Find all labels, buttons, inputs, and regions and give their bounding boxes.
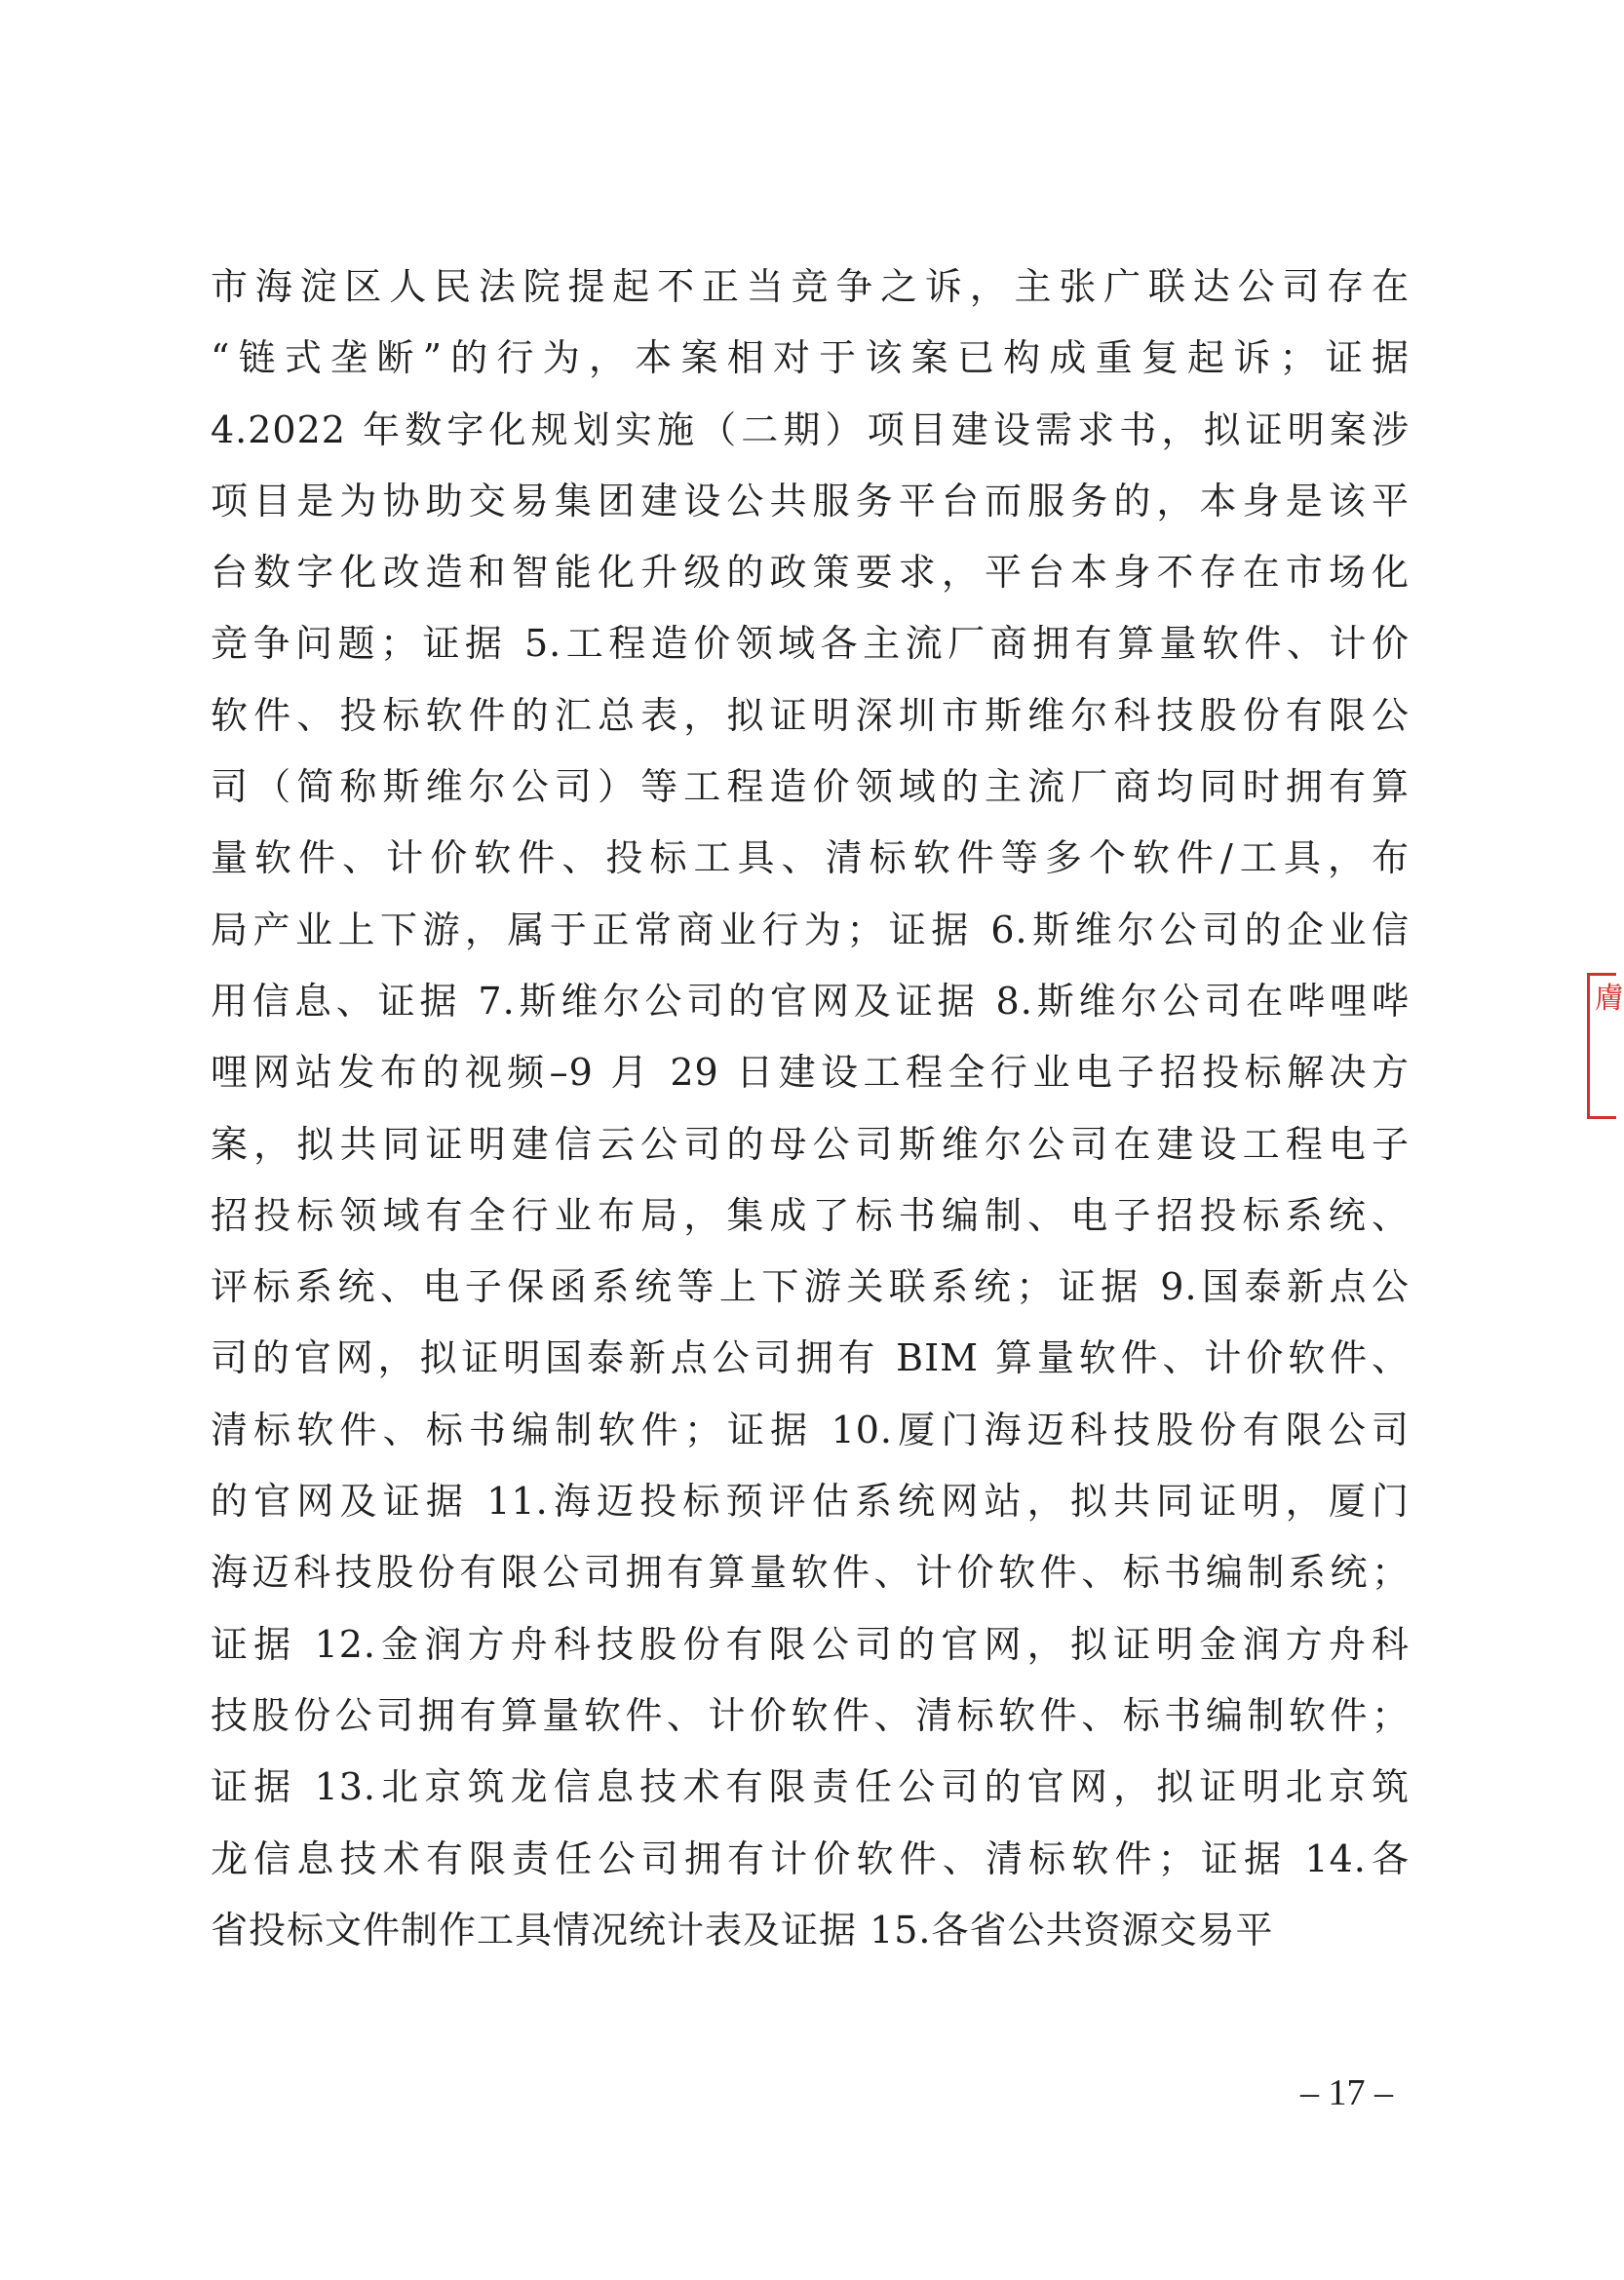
text-line: 项目是为协助交易集团建设公共服务平台而服务的，本身是该平	[211, 479, 1410, 522]
text-line: 4.2022 年数字化规划实施（二期）项目建设需求书，拟证明案涉	[211, 407, 1410, 451]
text-line: 招投标领域有全行业布局，集成了标书编制、电子招投标系统、	[211, 1193, 1410, 1237]
text-line: 台数字化改造和智能化升级的政策要求，平台本身不存在市场化	[211, 551, 1410, 595]
text-line: 司（简称斯维尔公司）等工程造价领域的主流厂商均同时拥有算	[211, 765, 1410, 809]
text-line: 的官网及证据 11.海迈投标预评估系统网站，拟共同证明，厦门	[211, 1480, 1410, 1524]
text-line: 哩网站发布的视频–9 月 29 日建设工程全行业电子招投标解决方	[211, 1051, 1410, 1095]
text-line: 市海淀区人民法院提起不正当竞争之诉，主张广联达公司存在	[211, 265, 1410, 308]
text-line: 评标系统、电子保函系统等上下游关联系统；证据 9.国泰新点公	[211, 1265, 1410, 1309]
text-line: 清标软件、标书编制软件；证据 10.厦门海迈科技股份有限公司	[211, 1408, 1410, 1451]
text-line: 案，拟共同证明建信云公司的母公司斯维尔公司在建设工程电子	[211, 1122, 1410, 1166]
text-line: 司的官网，拟证明国泰新点公司拥有 BIM 算量软件、计价软件、	[211, 1336, 1410, 1380]
text-line: 用信息、证据 7.斯维尔公司的官网及证据 8.斯维尔公司在哔哩哔	[211, 979, 1410, 1023]
text-line: 软件、投标软件的汇总表，拟证明深圳市斯维尔科技股份有限公	[211, 693, 1410, 737]
text-line: 海迈科技股份有限公司拥有算量软件、计价软件、标书编制系统；	[211, 1551, 1410, 1595]
text-line: 龙信息技术有限责任公司拥有计价软件、清标软件；证据 14.各	[211, 1836, 1410, 1880]
text-line: 竞争问题；证据 5.工程造价领域各主流厂商拥有算量软件、计价	[211, 622, 1410, 666]
text-line: “链式垄断”的行为，本案相对于该案已构成重复起诉；证据	[211, 336, 1410, 380]
text-line: 局产业上下游，属于正常商业行为；证据 6.斯维尔公司的企业信	[211, 908, 1410, 951]
text-line: 省投标文件制作工具情况统计表及证据 15.各省公共资源交易平	[211, 1908, 1274, 1952]
seal-stamp-glyph: 膚	[1595, 982, 1624, 1016]
page-number: – 17 –	[1300, 2072, 1393, 2113]
text-line: 量软件、计价软件、投标工具、清标软件等多个软件/工具，布	[211, 836, 1410, 880]
text-line: 技股份公司拥有算量软件、计价软件、清标软件、标书编制软件；	[211, 1693, 1410, 1737]
body-paragraph	[211, 251, 1410, 1966]
text-line: 证据 13.北京筑龙信息技术有限责任公司的官网，拟证明北京筑	[211, 1765, 1410, 1809]
text-line: 证据 12.金润方舟科技股份有限公司的官网，拟证明金润方舟科	[211, 1622, 1410, 1666]
